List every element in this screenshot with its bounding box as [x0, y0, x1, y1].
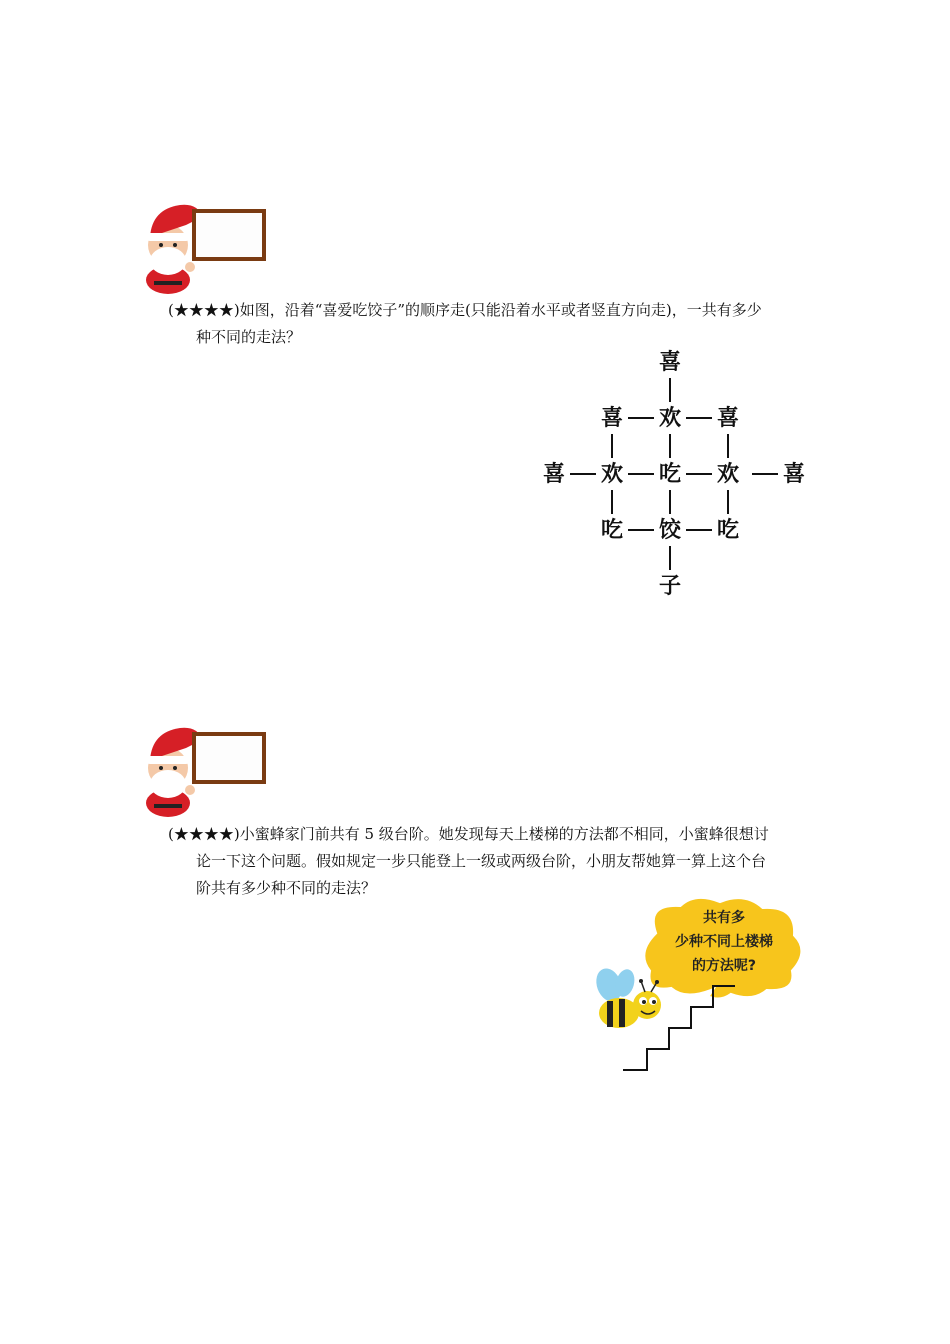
problem-text-cont: 种不同的走法？ — [196, 328, 302, 346]
problem-text-cont: 论一下这个问题。假如规定一步只能登上一级或两级台阶，小朋友帮她算一算上这个台 — [196, 852, 767, 870]
path-grid-diagram — [530, 340, 820, 610]
grid-char: 喜 — [782, 461, 805, 487]
santa-board-illustration — [140, 195, 270, 295]
grid-char-bottom: 子 — [658, 573, 681, 599]
problem-text-cont: 阶共有多少种不同的走法？ — [196, 879, 377, 897]
grid-char-top: 喜 — [658, 349, 681, 375]
bubble-text: 共有多 — [703, 910, 745, 926]
grid-char: 喜 — [542, 461, 565, 487]
problem-text: 如图，沿着“喜爱吃饺子”的顺序走(只能沿着水平或者竖直方向走)，一共有多少 — [239, 301, 762, 319]
problem-2 — [168, 821, 808, 902]
difficulty-stars: (★★★★) — [168, 301, 240, 319]
grid-char: 喜 — [600, 405, 623, 431]
grid-char: 欢 — [658, 405, 681, 431]
grid-char: 欢 — [600, 461, 623, 487]
grid-char: 欢 — [716, 461, 739, 487]
grid-char: 饺 — [658, 517, 681, 543]
grid-char: 喜 — [716, 405, 739, 431]
bubble-text: 少种不同上楼梯 — [675, 934, 773, 950]
grid-char: 吃 — [600, 517, 623, 543]
difficulty-stars: (★★★★) — [168, 825, 240, 843]
bee-staircase-illustration — [585, 893, 815, 1078]
grid-char: 吃 — [658, 461, 681, 487]
santa-board-illustration — [140, 718, 270, 818]
grid-char: 吃 — [716, 517, 739, 543]
problem-text: 小蜜蜂家门前共有 5 级台阶。她发现每天上楼梯的方法都不相同，小蜜蜂很想讨 — [239, 825, 769, 843]
bubble-text: 的方法呢? — [691, 958, 757, 974]
